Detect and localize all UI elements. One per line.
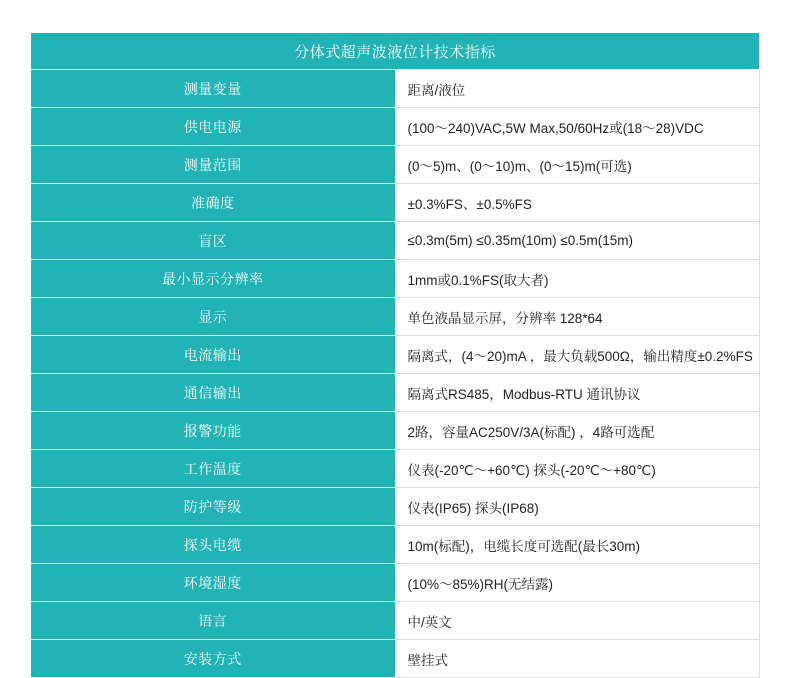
spec-value: (0～5)m、(0～10)m、(0～15)m(可选)	[395, 146, 760, 184]
table-row	[31, 640, 760, 678]
spec-value: 隔离式，(4～20)mA ，最大负载500Ω，输出精度±0.2%FS	[395, 336, 760, 374]
table-row	[31, 412, 760, 450]
spec-label: 防护等级	[31, 488, 396, 526]
spec-value: 中/英文	[395, 602, 760, 640]
table-row	[31, 374, 760, 412]
table-row	[31, 564, 760, 602]
table-row	[31, 184, 760, 222]
table-row	[31, 70, 760, 108]
table-row	[31, 488, 760, 526]
spec-value: 10m(标配)，电缆长度可选配(最长30m)	[395, 526, 760, 564]
spec-value: 隔离式RS485，Modbus-RTU 通讯协议	[395, 374, 760, 412]
spec-label: 盲区	[31, 222, 396, 260]
table-row	[31, 526, 760, 564]
table-row	[31, 450, 760, 488]
spec-label: 测量变量	[31, 70, 396, 108]
table-row	[31, 298, 760, 336]
page-title: 分体式超声波液位计技术指标	[31, 33, 760, 70]
spec-value: 1mm或0.1%FS(取大者)	[395, 260, 760, 298]
spec-value: ≤0.3m(5m) ≤0.35m(10m) ≤0.5m(15m)	[395, 222, 760, 260]
spec-value: 距离/液位	[395, 70, 760, 108]
table-row	[31, 336, 760, 374]
spec-label: 环境湿度	[31, 564, 396, 602]
spec-label: 报警功能	[31, 412, 396, 450]
spec-label: 探头电缆	[31, 526, 396, 564]
specifications-table	[30, 32, 760, 678]
spec-label: 通信输出	[31, 374, 396, 412]
spec-label: 最小显示分辨率	[31, 260, 396, 298]
spec-label: 显示	[31, 298, 396, 336]
spec-label: 工作温度	[31, 450, 396, 488]
table-row	[31, 260, 760, 298]
spec-label: 供电电源	[31, 108, 396, 146]
spec-value: ±0.3%FS、±0.5%FS	[395, 184, 760, 222]
spec-value: 仪表(-20℃～+60℃) 探头(-20℃～+80℃)	[395, 450, 760, 488]
spec-value: 2路，容量AC250V/3A(标配) ，4路可选配	[395, 412, 760, 450]
table-row	[31, 146, 760, 184]
spec-label: 安装方式	[31, 640, 396, 678]
spec-value: 仪表(IP65) 探头(IP68)	[395, 488, 760, 526]
spec-value: (100～240)VAC,5W Max,50/60Hz或(18～28)VDC	[395, 108, 760, 146]
table-row	[31, 602, 760, 640]
spec-value: (10%～85%)RH(无结露)	[395, 564, 760, 602]
table-title-row	[31, 33, 760, 70]
spec-label: 电流输出	[31, 336, 396, 374]
table-row	[31, 222, 760, 260]
spec-label: 测量范围	[31, 146, 396, 184]
spec-label: 语言	[31, 602, 396, 640]
table-row	[31, 108, 760, 146]
spec-value: 单色液晶显示屏，分辨率 128*64	[395, 298, 760, 336]
spec-value: 壁挂式	[395, 640, 760, 678]
spec-label: 准确度	[31, 184, 396, 222]
table-body	[31, 33, 760, 678]
